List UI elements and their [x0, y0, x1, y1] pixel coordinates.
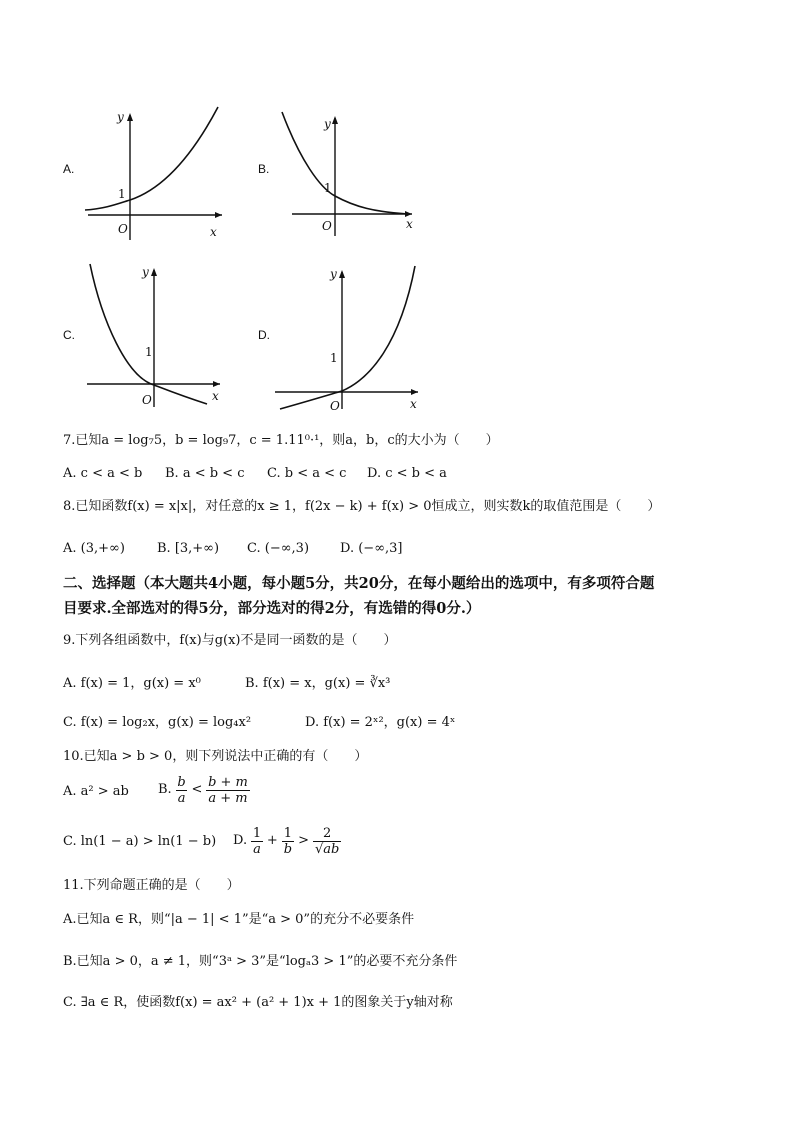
x-label: x [406, 217, 413, 231]
x-arrow [213, 381, 220, 387]
q9-option-b: B. f(x) = x，g(x) = ∛x³ [245, 676, 391, 691]
q10-option-a: A. a² > ab [63, 784, 129, 799]
section-2-heading-line2: 目要求.全部选对的得5分，部分选对的得2分，有选错的得0分.） [63, 600, 481, 617]
origin-label: O [322, 219, 332, 233]
origin-label: O [330, 399, 340, 413]
numerator: b + m [208, 774, 248, 790]
curve [85, 107, 218, 210]
q9-option-d: D. f(x) = 2ˣ²，g(x) = 4ˣ [305, 715, 456, 730]
y-arrow [332, 116, 338, 124]
denominator: a + m [208, 790, 248, 806]
fraction-1-over-b [282, 826, 294, 857]
one-label: 1 [145, 345, 153, 359]
graph-b [280, 110, 420, 240]
q8-option-d: D. (−∞,3] [340, 541, 403, 556]
q7-option-c: C. b < a < c [267, 466, 347, 481]
curve [282, 112, 408, 214]
one-label: 1 [118, 187, 126, 201]
curve [280, 266, 415, 409]
numerator: 2 [323, 825, 332, 841]
numerator: 1 [283, 825, 293, 841]
denominator: a [253, 841, 261, 857]
origin-label: O [118, 222, 128, 236]
q7-stem: 7.已知a = log₇5，b = log₉7，c = 1.11⁰·¹，则a，b，c的大小为（ ） [63, 433, 499, 448]
y-label: y [117, 110, 124, 124]
q8-option-a: A. (3,+∞) [63, 541, 125, 556]
plus: + [266, 833, 278, 848]
y-arrow [151, 268, 157, 276]
q11-option-a: A.已知a ∈ R，则“|a − 1| < 1”是“a > 0”的充分不必要条件 [63, 912, 415, 927]
option-c-label: C. [63, 328, 75, 342]
option-d-prefix: D. [233, 833, 248, 848]
q10-option-c: C. ln(1 − a) > ln(1 − b) [63, 834, 217, 849]
q9-option-c: C. f(x) = log₂x，g(x) = log₄x² [63, 715, 252, 730]
fraction-b-over-a [176, 775, 188, 806]
q8-option-b: B. [3,+∞) [157, 541, 220, 556]
option-b-prefix: B. [158, 782, 172, 797]
graph-d [270, 264, 425, 414]
x-label: x [410, 397, 417, 411]
y-label: y [142, 265, 149, 279]
option-a-label: A. [63, 162, 75, 176]
q11-option-c: C. ∃a ∈ R，使函数f(x) = ax² + (a² + 1)x + 1的图象关于y轴对称 [63, 995, 453, 1010]
y-arrow [339, 270, 345, 278]
operator: < [191, 782, 203, 797]
x-label: x [212, 389, 219, 403]
q7-option-b: B. a < b < c [165, 466, 245, 481]
one-label: 1 [324, 181, 332, 195]
q8-stem: 8.已知函数f(x) = x|x|，对任意的x ≥ 1，f(2x − k) + f(x) > 0恒成立，则实数k的取值范围是（ ） [63, 499, 661, 514]
x-arrow [215, 212, 222, 218]
numerator: b [177, 774, 186, 790]
y-label: y [330, 267, 337, 281]
y-arrow [127, 113, 133, 121]
denominator: a [177, 790, 186, 806]
fraction-1-over-a [251, 826, 263, 857]
numerator: 1 [252, 825, 262, 841]
operator: > [298, 833, 309, 848]
origin-label: O [142, 393, 152, 407]
q10-option-b [158, 770, 250, 810]
q11-stem: 11.下列命题正确的是（ ） [63, 878, 240, 893]
section-2-heading-line1: 二、选择题（本大题共4小题，每小题5分，共20分，在每小题给出的选项中，有多项符合题 [63, 575, 655, 592]
one-label: 1 [330, 351, 338, 365]
y-label: y [324, 117, 331, 131]
curve [90, 264, 207, 404]
denominator: √ab [315, 841, 340, 857]
q9-stem: 9.下列各组函数中，f(x)与g(x)不是同一函数的是（ ） [63, 633, 397, 648]
denominator: b [283, 841, 293, 857]
q7-option-a: A. c < a < b [63, 466, 143, 481]
x-label: x [210, 225, 217, 239]
q8-option-c: C. (−∞,3) [247, 541, 310, 556]
graph-c [82, 262, 232, 412]
q10-stem: 10.已知a > b > 0，则下列说法中正确的有（ ） [63, 749, 368, 764]
option-b-label: B. [258, 162, 270, 176]
option-d-label: D. [258, 328, 270, 342]
q9-option-a: A. f(x) = 1，g(x) = x⁰ [63, 676, 201, 691]
q10-option-d [233, 820, 341, 862]
graph-a [80, 105, 230, 245]
q7-option-d: D. c < b < a [367, 466, 447, 481]
q11-option-b: B.已知a > 0，a ≠ 1，则“3ᵃ > 3”是“logₐ3 > 1”的必要不充分条件 [63, 954, 458, 969]
fraction-bm-over-am [206, 775, 249, 806]
x-arrow [411, 389, 418, 395]
fraction-2-over-sqrt-ab [313, 826, 341, 857]
